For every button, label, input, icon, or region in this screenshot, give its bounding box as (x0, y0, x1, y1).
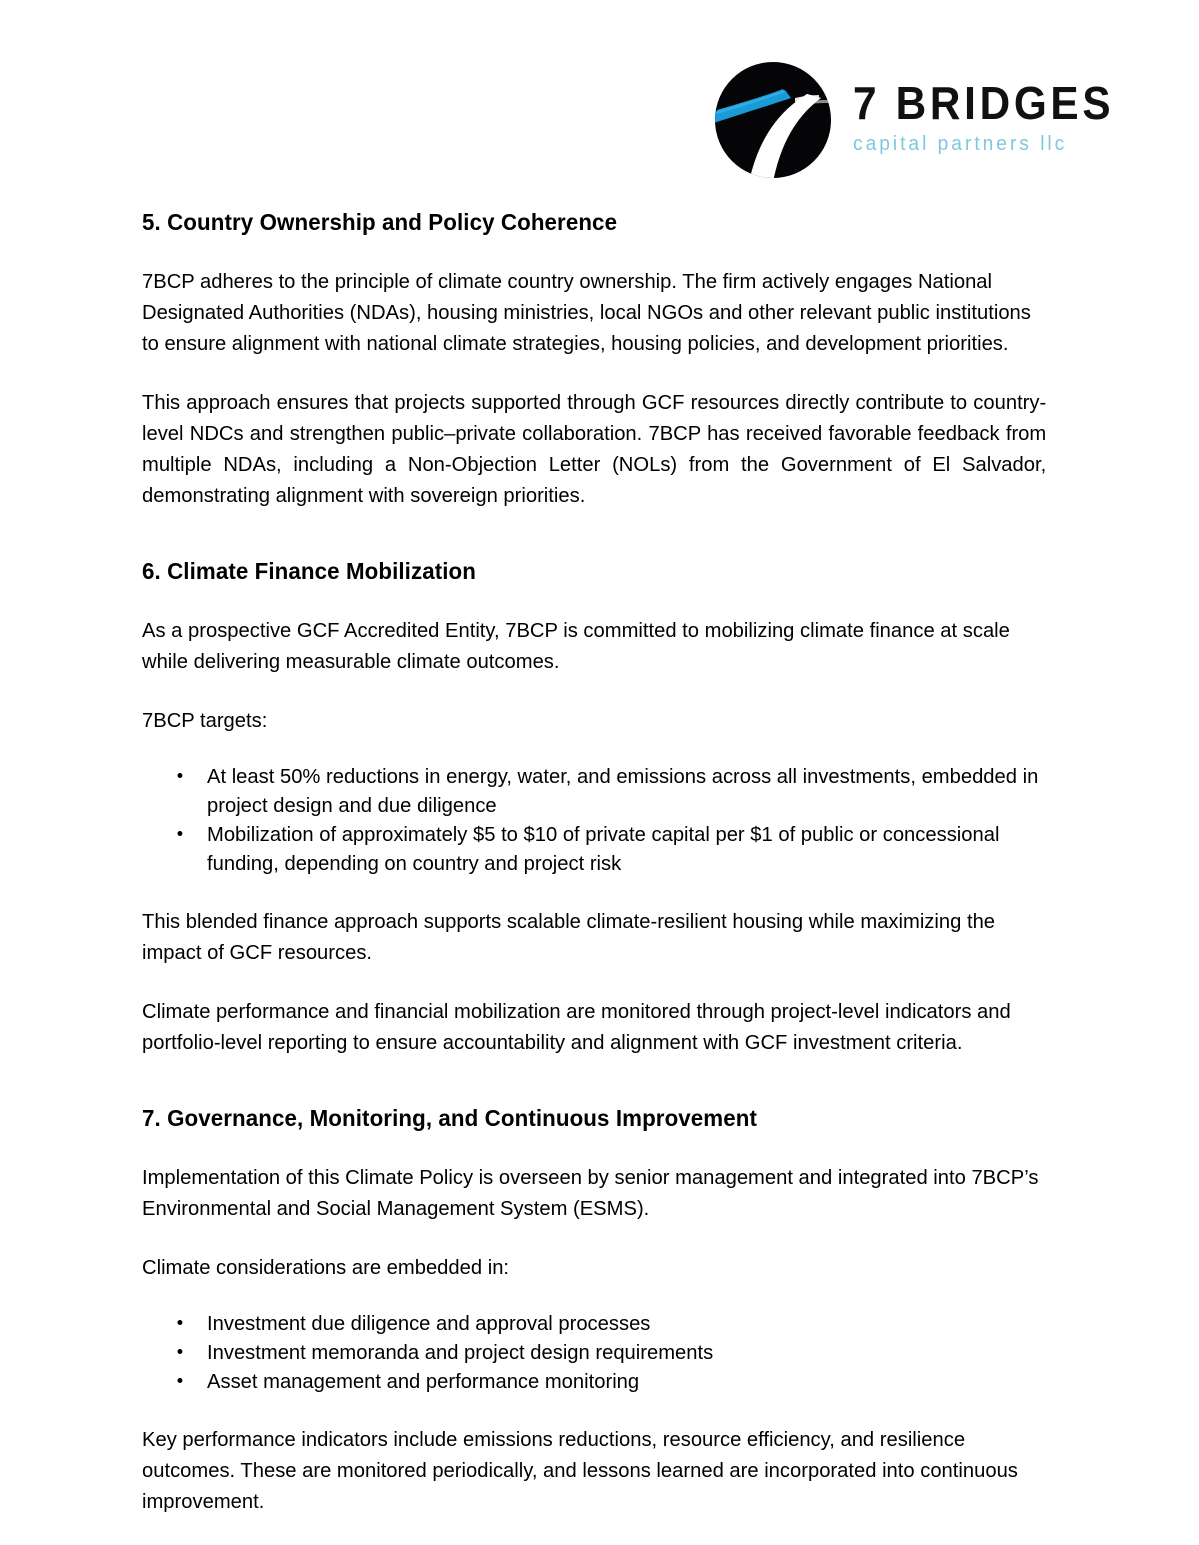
list-item-text: Mobilization of approximately $5 to $10 of private capital per $1 of public or concessional funding, depending on country and project risk (207, 823, 1000, 876)
section-6-bullet-list (142, 762, 1060, 878)
section-heading-5: 5. Country Ownership and Policy Coherence (142, 209, 618, 235)
brand-tagline: capital partners llc (853, 132, 1068, 155)
seven-bridges-logo-icon (711, 58, 835, 182)
list-item (142, 1309, 1046, 1338)
bullet-dot-icon (177, 1378, 182, 1383)
list-item-text: Asset management and performance monitoring (207, 1370, 640, 1394)
list-item (142, 1367, 1046, 1396)
section-heading-7: 7. Governance, Monitoring, and Continuous Improvement (142, 1105, 757, 1132)
list-item-text: Investment due diligence and approval processes (207, 1312, 651, 1336)
list-item (142, 762, 1046, 820)
bullet-dot-icon (177, 773, 182, 778)
section-6-lead-in: 7BCP targets: (142, 709, 268, 733)
list-item-text: At least 50% reductions in energy, water, and emissions across all investments, embedded in project design and due diligence (207, 765, 1039, 818)
section-7-lead-in: Climate considerations are embedded in: (142, 1256, 510, 1280)
section-6-closing-paragraph-2: Climate performance and financial mobilization are monitored through project-level indicators and portfolio-level reporting to ensure accountability and alignment with GCF investment criteria. (142, 1000, 1011, 1055)
section-7-intro: Implementation of this Climate Policy is overseen by senior management and integrated into 7BCP’s Environmental and Social Management System (ESMS). (142, 1166, 1039, 1221)
brand-name: 7 BRIDGES (853, 77, 1115, 130)
list-item (142, 820, 1046, 878)
section-6-closing-paragraph-1: This blended finance approach supports scalable climate-resilient housing while maximizing the impact of GCF resources. (142, 910, 996, 965)
bullet-dot-icon (177, 1320, 182, 1325)
section-7-bullet-list (142, 1309, 1060, 1396)
brand-wordmark (853, 77, 1137, 158)
section-heading-6: 6. Climate Finance Mobilization (142, 558, 476, 585)
section-5-paragraph-1: 7BCP adheres to the principle of climate country ownership. The firm actively engages National Designated Authorities (NDAs), housing ministries, local NGOs and other relevant public institutions to ensure alignment with national climate strategies, housing policies, and development priorities. (142, 270, 1031, 356)
section-7-closing-paragraph-1: Key performance indicators include emissions reductions, resource efficiency, and resilience outcomes. These are monitored periodically, and lessons learned are incorporated into continuous improvement. (142, 1428, 1018, 1514)
bullet-dot-icon (177, 831, 182, 836)
list-item (142, 1338, 1046, 1367)
bullet-dot-icon (177, 1349, 182, 1354)
section-6-intro: As a prospective GCF Accredited Entity, 7BCP is committed to mobilizing climate finance at scale while delivering measurable climate outcomes. (142, 619, 1010, 674)
brand-header (711, 58, 1137, 182)
list-item-text: Investment memoranda and project design requirements (207, 1341, 714, 1365)
document-body (142, 208, 1060, 1545)
section-5-paragraph-2: This approach ensures that projects supported through GCF resources directly contribute to country-level NDCs and strengthen public–private collaboration. 7BCP has received favorable feedback from multiple NDAs, including a Non-Objection Letter (NOLs) from the Government of El Salvador, demonstrating alignment with sovereign priorities. (142, 391, 1047, 508)
